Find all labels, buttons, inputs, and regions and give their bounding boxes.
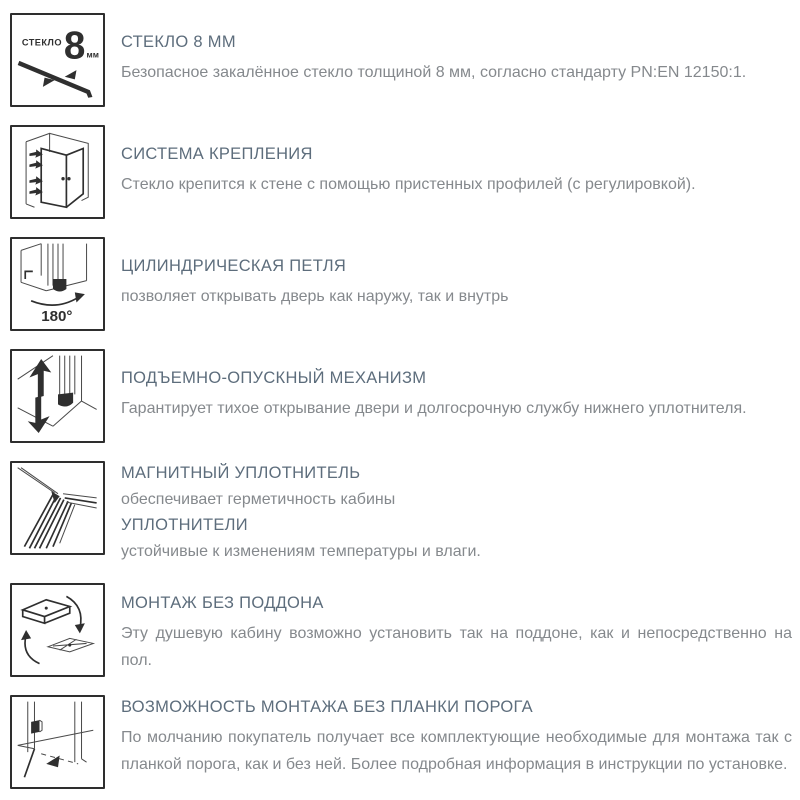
- no-tray-mounting-icon: [10, 583, 105, 677]
- feature-row-no-threshold: [10, 695, 792, 789]
- feature-description: По молчанию покупатель получает все комплектующие необходимые для монтажа так с планкой порога, как и без ней. Более подробная информация в инструкции по установке.: [121, 729, 792, 773]
- glass-icon-value: 8: [63, 24, 85, 68]
- magnetic-seal-icon: [10, 461, 105, 555]
- cylindrical-hinge-icon: [10, 237, 105, 331]
- feature-row-seal: [10, 461, 792, 565]
- feature-description: Гарантирует тихое открывание двери и долгосрочную службу нижнего уплотнителя.: [121, 400, 747, 417]
- feature-title: СТЕКЛО 8 ММ: [121, 33, 236, 51]
- feature-row-no-tray: [10, 583, 792, 677]
- feature-row-mounting: [10, 125, 792, 219]
- hinge-degrees-label: 180°: [40, 307, 72, 325]
- feature-title: ЦИЛИНДРИЧЕСКАЯ ПЕТЛЯ: [121, 257, 347, 275]
- glass-icon-label: СТЕКЛО: [21, 37, 62, 48]
- feature-title: МОНТАЖ БЕЗ ПОДДОНА: [121, 594, 324, 612]
- feature-description: Эту душевую кабину возможно установить так на поддоне, как и непосредственно на пол.: [121, 625, 792, 669]
- feature-description: Стекло крепится к стене с помощью пристенных профилей (с регулировкой).: [121, 176, 696, 193]
- lift-lower-mechanism-icon: [10, 349, 105, 443]
- feature-row-hinge: [10, 237, 792, 331]
- feature-title: СИСТЕМА КРЕПЛЕНИЯ: [121, 145, 313, 163]
- glass-icon-unit: мм: [86, 49, 99, 60]
- glass-8mm-icon: [10, 13, 105, 107]
- feature-title: ПОДЪЕМНО-ОПУСКНЫЙ МЕХАНИЗМ: [121, 369, 427, 387]
- wall-mount-system-icon: [10, 125, 105, 219]
- no-threshold-strip-icon: [10, 695, 105, 789]
- feature-row-glass: [10, 13, 792, 107]
- feature-title-secondary: УПЛОТНИТЕЛИ: [121, 516, 248, 534]
- feature-description-secondary: устойчивые к изменениям температуры и влаги.: [121, 543, 481, 560]
- feature-title: ВОЗМОЖНОСТЬ МОНТАЖА БЕЗ ПЛАНКИ ПОРОГА: [121, 698, 533, 716]
- feature-description: обеспечивает герметичность кабины: [121, 491, 396, 508]
- feature-description: Безопасное закалённое стекло толщиной 8 мм, согласно стандарту PN:EN 12150:1.: [121, 64, 747, 81]
- feature-title: МАГНИТНЫЙ УПЛОТНИТЕЛЬ: [121, 464, 361, 482]
- feature-row-lift: [10, 349, 792, 443]
- feature-description: позволяет открывать дверь как наружу, так и внутрь: [121, 288, 509, 305]
